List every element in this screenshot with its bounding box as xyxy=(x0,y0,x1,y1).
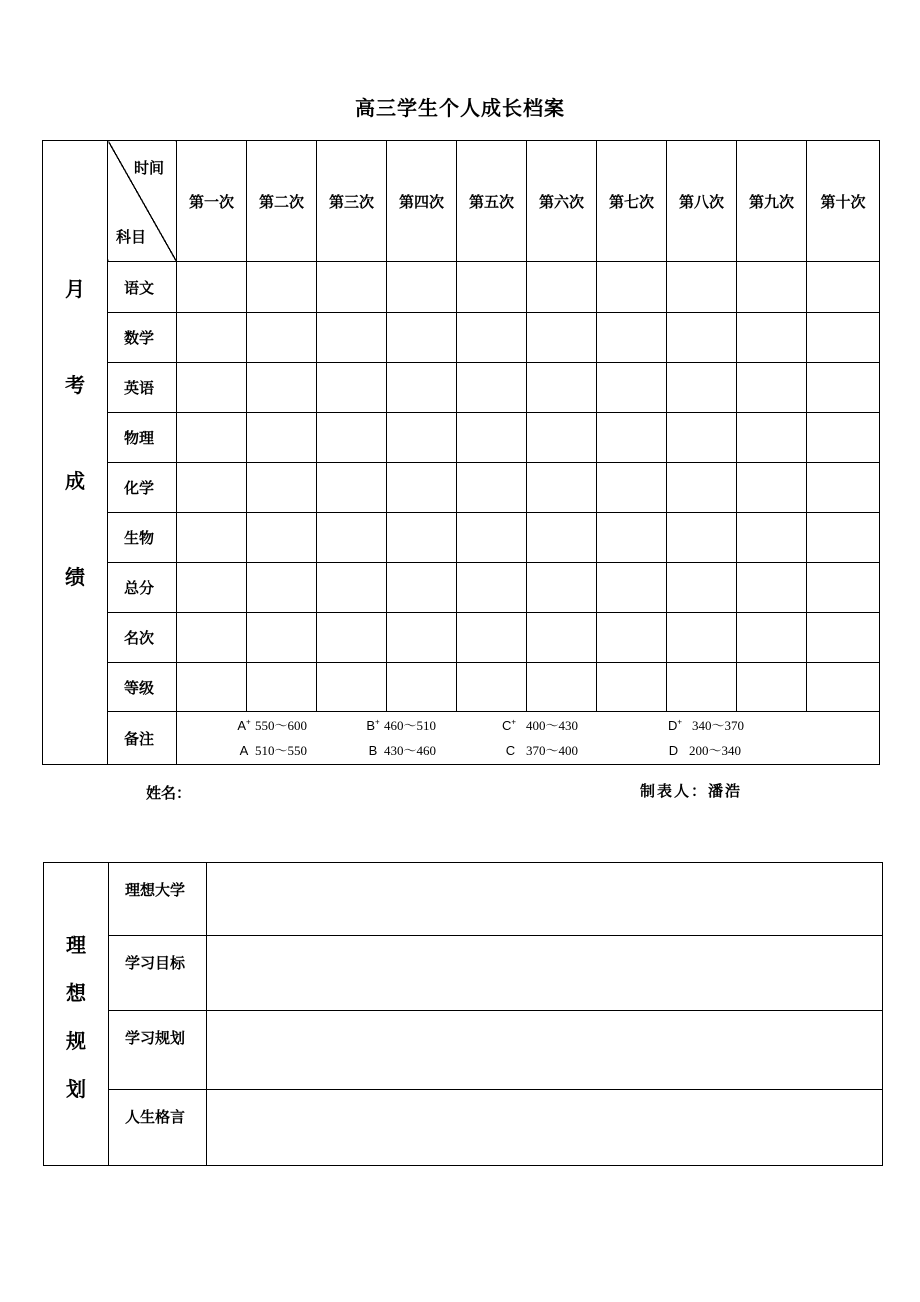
exam-header: 第九次 xyxy=(737,141,807,262)
section-char: 想 xyxy=(66,981,86,1005)
grade-entry: D+ 340～370 xyxy=(667,717,745,733)
score-cell[interactable] xyxy=(457,463,527,513)
score-cell[interactable] xyxy=(667,413,737,463)
exam-header: 第五次 xyxy=(457,141,527,262)
plan-entry-cell[interactable] xyxy=(207,1011,883,1090)
score-cell[interactable] xyxy=(807,313,880,363)
score-cell[interactable] xyxy=(667,513,737,563)
score-cell[interactable] xyxy=(597,313,667,363)
subject-label: 语文 xyxy=(108,262,177,313)
name-label: 姓名： xyxy=(146,784,192,802)
page-title: 高三学生个人成长档案 xyxy=(355,96,565,120)
score-cell[interactable] xyxy=(527,563,597,613)
score-cell[interactable] xyxy=(387,313,457,363)
header-time-label: 时间 xyxy=(133,159,164,177)
score-cell[interactable] xyxy=(247,262,317,313)
table-row xyxy=(43,262,880,313)
score-cell[interactable] xyxy=(737,262,807,313)
subject-label: 生物 xyxy=(108,513,177,563)
table-row xyxy=(43,663,880,712)
score-cell[interactable] xyxy=(177,563,247,613)
score-cell[interactable] xyxy=(457,563,527,613)
score-cell[interactable] xyxy=(527,463,597,513)
score-cell[interactable] xyxy=(317,613,387,663)
score-cell[interactable] xyxy=(457,663,527,712)
grade-entry: B 430～460 xyxy=(368,743,437,758)
ideal-planning-section-label xyxy=(44,863,109,1166)
score-cell[interactable] xyxy=(527,513,597,563)
diagonal-header-cell xyxy=(108,141,177,262)
monthly-score-section-label xyxy=(43,141,108,765)
score-cell[interactable] xyxy=(597,413,667,463)
plan-entry-cell[interactable] xyxy=(207,863,883,936)
score-cell[interactable] xyxy=(387,262,457,313)
score-cell[interactable] xyxy=(317,463,387,513)
subject-label: 化学 xyxy=(108,463,177,513)
table-row xyxy=(43,613,880,663)
exam-header: 第八次 xyxy=(667,141,737,262)
plan-entry-cell[interactable] xyxy=(207,936,883,1011)
subject-label: 物理 xyxy=(108,413,177,463)
score-cell[interactable] xyxy=(317,313,387,363)
score-cell[interactable] xyxy=(527,262,597,313)
grade-entry: C+ 400～430 xyxy=(501,717,579,733)
table-row xyxy=(43,463,880,513)
score-cell[interactable] xyxy=(737,463,807,513)
exam-header: 第四次 xyxy=(387,141,457,262)
score-cell[interactable] xyxy=(317,262,387,313)
table-row xyxy=(43,513,880,563)
subject-label: 总分 xyxy=(108,563,177,613)
score-cell[interactable] xyxy=(667,262,737,313)
score-cell[interactable] xyxy=(247,513,317,563)
grade-entry: D 200～340 xyxy=(668,743,742,758)
score-cell[interactable] xyxy=(457,262,527,313)
exam-header: 第一次 xyxy=(177,141,247,262)
score-cell[interactable] xyxy=(597,262,667,313)
table-row xyxy=(44,1090,883,1166)
header-subject-label: 科目 xyxy=(116,228,147,246)
section-char: 绩 xyxy=(65,565,85,589)
grade-range: 370～400 xyxy=(526,743,579,758)
score-cell[interactable] xyxy=(597,513,667,563)
score-cell[interactable] xyxy=(247,363,317,413)
table-row xyxy=(44,1011,883,1090)
grade-entry: A 510～550 xyxy=(239,743,308,758)
score-cell[interactable] xyxy=(667,613,737,663)
score-cell[interactable] xyxy=(177,463,247,513)
subject-label: 名次 xyxy=(108,613,177,663)
notes-label: 备注 xyxy=(108,712,177,765)
exam-header: 第十次 xyxy=(807,141,880,262)
ideal-planning-table xyxy=(43,862,883,1166)
score-cell[interactable] xyxy=(807,413,880,463)
grade-range: 430～460 xyxy=(384,743,437,758)
score-cell[interactable] xyxy=(737,563,807,613)
score-cell[interactable] xyxy=(177,613,247,663)
score-cell[interactable] xyxy=(247,313,317,363)
score-cell[interactable] xyxy=(807,513,880,563)
score-cell[interactable] xyxy=(667,663,737,712)
score-cell[interactable] xyxy=(737,513,807,563)
grade-range: 550～600 xyxy=(255,718,308,733)
score-cell[interactable] xyxy=(247,613,317,663)
grade-range: 510～550 xyxy=(255,743,308,758)
plan-row-label: 理想大学 xyxy=(109,863,207,936)
score-cell[interactable] xyxy=(807,262,880,313)
score-cell[interactable] xyxy=(317,513,387,563)
score-cell[interactable] xyxy=(177,413,247,463)
grade-scale-notes xyxy=(177,712,880,765)
notes-row xyxy=(43,712,880,765)
score-cell[interactable] xyxy=(177,663,247,712)
score-cell[interactable] xyxy=(177,513,247,563)
subject-label: 等级 xyxy=(108,663,177,712)
score-cell[interactable] xyxy=(527,363,597,413)
table-row xyxy=(43,413,880,463)
table-row xyxy=(43,363,880,413)
score-cell[interactable] xyxy=(667,463,737,513)
score-cell[interactable] xyxy=(527,613,597,663)
score-cell[interactable] xyxy=(317,663,387,712)
score-cell[interactable] xyxy=(317,563,387,613)
score-cell[interactable] xyxy=(177,262,247,313)
score-cell[interactable] xyxy=(177,313,247,363)
score-cell[interactable] xyxy=(807,463,880,513)
score-cell[interactable] xyxy=(387,563,457,613)
section-char: 规 xyxy=(66,1029,86,1053)
exam-header: 第二次 xyxy=(247,141,317,262)
exam-header: 第三次 xyxy=(317,141,387,262)
section-char: 月 xyxy=(65,277,85,301)
grade-range: 460～510 xyxy=(384,718,437,733)
grade-entry: A+ 550～600 xyxy=(237,717,308,733)
table-row xyxy=(44,936,883,1011)
score-cell[interactable] xyxy=(667,363,737,413)
section-char: 划 xyxy=(66,1077,86,1101)
score-cell[interactable] xyxy=(597,663,667,712)
score-cell[interactable] xyxy=(597,613,667,663)
score-cell[interactable] xyxy=(457,363,527,413)
plan-entry-cell[interactable] xyxy=(207,1090,883,1166)
score-cell[interactable] xyxy=(737,313,807,363)
score-cell[interactable] xyxy=(807,613,880,663)
score-cell[interactable] xyxy=(387,513,457,563)
score-cell[interactable] xyxy=(667,313,737,363)
monthly-score-table xyxy=(42,140,880,765)
score-cell[interactable] xyxy=(667,563,737,613)
score-cell[interactable] xyxy=(597,563,667,613)
score-cell[interactable] xyxy=(527,313,597,363)
score-cell[interactable] xyxy=(737,363,807,413)
header-row xyxy=(43,141,880,262)
grade-range: 340～370 xyxy=(692,718,745,733)
exam-header: 第七次 xyxy=(597,141,667,262)
score-cell[interactable] xyxy=(387,663,457,712)
score-cell[interactable] xyxy=(807,663,880,712)
subject-label: 数学 xyxy=(108,313,177,363)
score-cell[interactable] xyxy=(177,363,247,413)
section-char: 成 xyxy=(65,469,85,493)
score-cell[interactable] xyxy=(527,663,597,712)
score-cell[interactable] xyxy=(807,363,880,413)
maker-name: 潘浩 xyxy=(708,782,743,800)
score-cell[interactable] xyxy=(247,563,317,613)
table-row xyxy=(44,863,883,936)
plan-row-label: 学习目标 xyxy=(109,936,207,1011)
score-cell[interactable] xyxy=(737,613,807,663)
grade-entry: C 370～400 xyxy=(505,743,579,758)
score-cell[interactable] xyxy=(737,413,807,463)
section-char: 理 xyxy=(66,933,86,957)
score-cell[interactable] xyxy=(457,613,527,663)
maker-label: 制表人： xyxy=(640,782,709,800)
score-cell[interactable] xyxy=(457,413,527,463)
plan-row-label: 人生格言 xyxy=(109,1090,207,1166)
exam-header: 第六次 xyxy=(527,141,597,262)
score-cell[interactable] xyxy=(597,463,667,513)
score-cell[interactable] xyxy=(247,413,317,463)
section-char: 考 xyxy=(65,373,85,397)
score-cell[interactable] xyxy=(317,363,387,413)
score-cell[interactable] xyxy=(387,463,457,513)
score-cell[interactable] xyxy=(387,613,457,663)
maker-field xyxy=(640,780,742,801)
score-cell[interactable] xyxy=(317,413,387,463)
table-row xyxy=(43,563,880,613)
score-cell[interactable] xyxy=(457,513,527,563)
score-cell[interactable] xyxy=(247,463,317,513)
grade-range: 200～340 xyxy=(689,743,742,758)
score-cell[interactable] xyxy=(527,413,597,463)
score-cell[interactable] xyxy=(807,563,880,613)
score-cell[interactable] xyxy=(387,363,457,413)
score-cell[interactable] xyxy=(247,663,317,712)
subject-label: 英语 xyxy=(108,363,177,413)
grade-range: 400～430 xyxy=(526,718,579,733)
score-cell[interactable] xyxy=(387,413,457,463)
grade-entry: B+ 460～510 xyxy=(366,717,437,733)
plan-row-label: 学习规划 xyxy=(109,1011,207,1090)
table-row xyxy=(43,313,880,363)
score-cell[interactable] xyxy=(737,663,807,712)
score-cell[interactable] xyxy=(457,313,527,363)
score-cell[interactable] xyxy=(597,363,667,413)
